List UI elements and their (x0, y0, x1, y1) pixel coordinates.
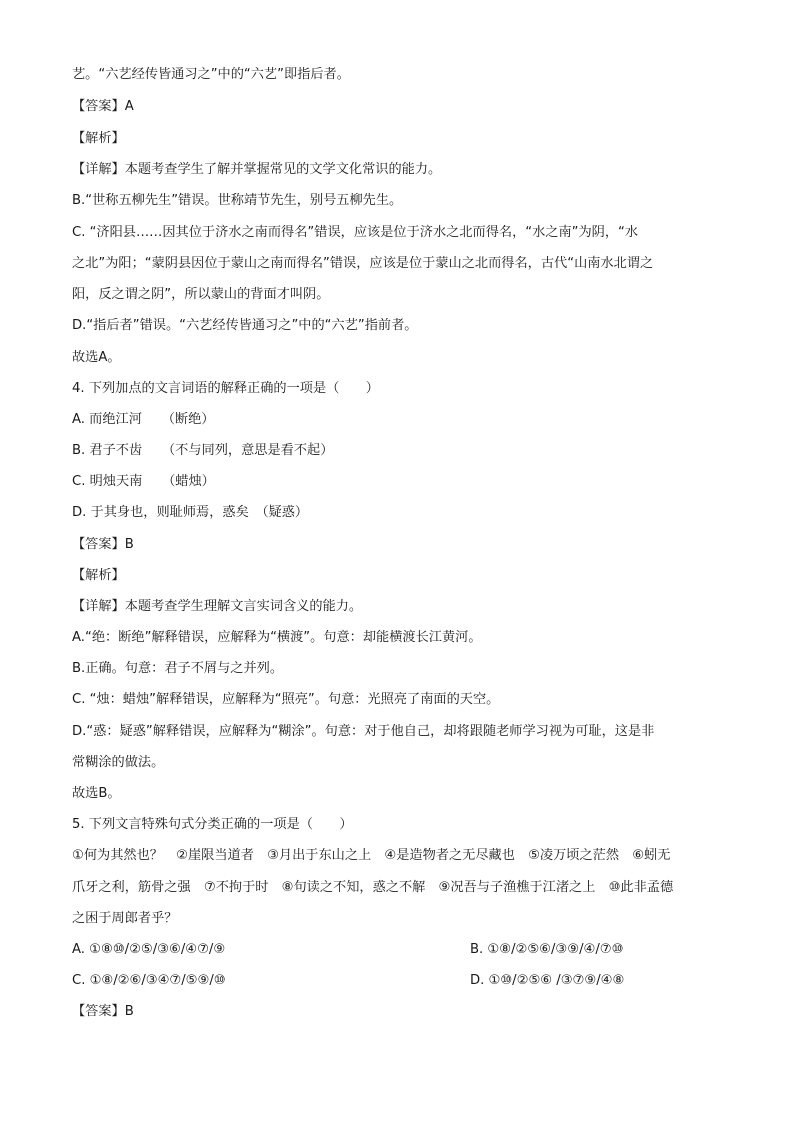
text-line: A.“绝：断绝”解释错误，应解释为“横渡”。句意：却能横渡长江黄河。 (72, 630, 482, 645)
text-line: ①何为其然也？ ②崖限当道者 ③月出于东山之上 ④是造物者之无尽藏也 ⑤凌万顷之茫然 ⑥蚓无 (72, 848, 671, 863)
option-c: C. 明烛天南 （蜡烛） (72, 474, 215, 489)
question-4: 4. 下列加点的文言词语的解释正确的一项是（ ） (72, 381, 379, 396)
text-line: C. “烛：蜡烛”解释错误，应解释为“照亮”。句意：光照亮了南面的天空。 (72, 692, 500, 707)
text-line: D.“惑：疑惑”解释错误，应解释为“糊涂”。句意：对于他自己，却将跟随老师学习视为可耻，这是非 (72, 724, 655, 739)
option-d: D. 于其身也，则耻师焉，惑矣 （疑惑） (72, 505, 309, 520)
option-c: C. ①⑧/②⑥/③④⑦/⑤⑨/⑩ (72, 973, 226, 988)
text-line: 故选B。 (72, 786, 121, 801)
text-line: 爪牙之利，筋骨之强 ⑦不拘于时 ⑧句读之不知，惑之不解 ⑨况吾与子渔樵于江渚之上 ⑩此非孟德 (72, 880, 674, 895)
text-line: 艺。“六艺经传皆通习之”中的“六艺”即指后者。 (72, 67, 350, 82)
option-a: A. 而绝江河 （断绝） (72, 412, 215, 427)
analysis-label: 【解析】 (72, 568, 125, 583)
answer-label: 【答案】A (72, 99, 134, 114)
option-a: A. ①⑧⑩/②⑤/③⑥/④⑦/⑨ (72, 942, 226, 957)
text-line: 之困于周郎者乎？ (72, 911, 178, 926)
options-row-ab (72, 941, 722, 959)
option-d: D. ①⑩/②⑤⑥ /③⑦⑨/④⑧ (470, 973, 625, 988)
text-line: 【详解】本题考查学生了解并掌握常见的文学文化常识的能力。 (72, 162, 442, 177)
text-line: 故选A。 (72, 350, 121, 365)
option-b: B. 君子不齿 （不与同列，意思是看不起） (72, 443, 334, 458)
text-line: 【详解】本题考查学生理解文言实词含义的能力。 (72, 599, 363, 614)
option-b: B. ①⑧/②⑤⑥/③⑨/④/⑦⑩ (470, 942, 624, 957)
analysis-label: 【解析】 (72, 131, 125, 146)
text-line: B.“世称五柳先生”错误。世称靖节先生，别号五柳先生。 (72, 193, 403, 208)
question-5: 5. 下列文言特殊句式分类正确的一项是（ ） (72, 817, 353, 832)
text-line: 常糊涂的做法。 (72, 755, 165, 770)
answer-label: 【答案】B (72, 1004, 134, 1019)
text-line: D.“指后者”错误。“六艺经传皆通习之”中的“六艺”指前者。 (72, 318, 418, 333)
text-line: 之北”为阳；“蒙阴县因位于蒙山之南而得名”错误，应该是位于蒙山之北而得名，古代“山南水北谓之 (72, 256, 654, 271)
text-line: C. “济阳县……因其位于济水之南而得名”错误，应该是位于济水之北而得名，“水之南”为阴，“水 (72, 225, 639, 240)
text-line: 阳，反之谓之阴”，所以蒙山的背面才叫阴。 (72, 287, 330, 302)
answer-label: 【答案】B (72, 537, 134, 552)
text-line: B.正确。句意：君子不屑与之并列。 (72, 661, 284, 676)
options-row-cd (72, 972, 722, 990)
